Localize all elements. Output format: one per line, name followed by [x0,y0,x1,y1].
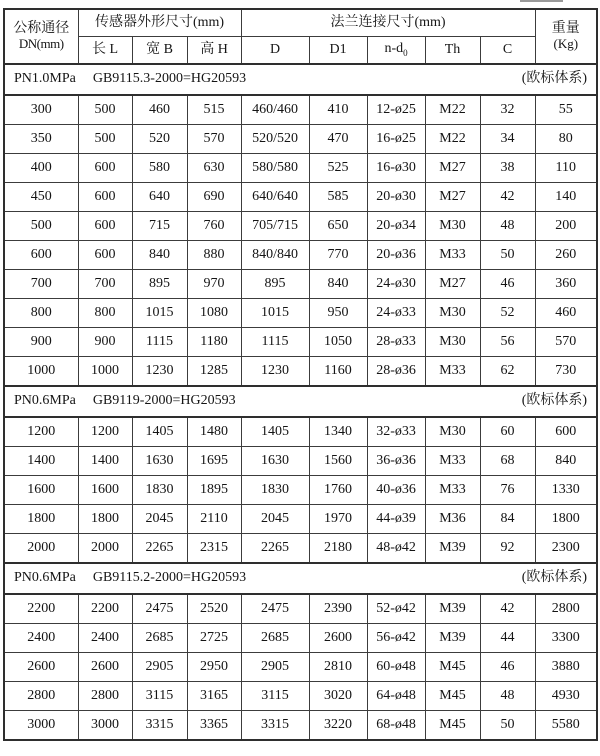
pressure-rating-label: PN0.6MPa [14,570,76,586]
cell-kg: 200 [535,212,597,241]
cell-d1: 585 [309,183,367,212]
standard-system-note: (欧标体系) [521,71,588,87]
cell-b: 2265 [132,534,187,564]
cell-kg: 840 [535,447,597,476]
dimension-spec-table [3,8,598,741]
spec-data-row [4,357,597,387]
cell-d1: 1160 [309,357,367,387]
header-weight-title: 重量 [551,20,580,36]
cell-d1: 950 [309,299,367,328]
cell-l: 800 [78,299,132,328]
header-width-b: 宽 B [132,37,187,65]
cell-th: M45 [425,711,480,741]
cell-n-d0: 20-ø34 [367,212,425,241]
pressure-rating-label: PN0.6MPa [14,393,76,409]
standard-system-note: (欧标体系) [521,393,588,409]
cell-n-d0: 20-ø30 [367,183,425,212]
cell-l: 2200 [78,594,132,624]
cell-c: 52 [480,299,535,328]
cell-l: 900 [78,328,132,357]
cell-n-d0: 36-ø36 [367,447,425,476]
spec-data-row [4,212,597,241]
cell-kg: 110 [535,154,597,183]
page-top-edge-artifact [520,0,563,2]
cell-l: 2800 [78,682,132,711]
cell-n-d0: 52-ø42 [367,594,425,624]
spec-data-row [4,682,597,711]
cell-h: 1080 [187,299,241,328]
cell-h: 570 [187,125,241,154]
cell-h: 1480 [187,417,241,447]
cell-l: 600 [78,183,132,212]
cell-n-d0: 56-ø42 [367,624,425,653]
cell-c: 46 [480,653,535,682]
cell-b: 1230 [132,357,187,387]
spec-data-row [4,624,597,653]
cell-h: 2315 [187,534,241,564]
header-d: D [241,37,309,65]
cell-l: 3000 [78,711,132,741]
cell-th: M33 [425,476,480,505]
cell-l: 1800 [78,505,132,534]
cell-dn: 2200 [4,594,78,624]
header-n-d0-subscript: 0 [403,48,408,59]
cell-h: 970 [187,270,241,299]
cell-h: 2950 [187,653,241,682]
cell-n-d0: 68-ø48 [367,711,425,741]
cell-l: 1200 [78,417,132,447]
cell-h: 880 [187,241,241,270]
cell-d: 2905 [241,653,309,682]
header-height-h: 高 H [187,37,241,65]
cell-h: 2520 [187,594,241,624]
cell-n-d0: 12-ø25 [367,95,425,125]
cell-d: 1405 [241,417,309,447]
cell-h: 1180 [187,328,241,357]
cell-th: M45 [425,653,480,682]
cell-n-d0: 32-ø33 [367,417,425,447]
cell-b: 580 [132,154,187,183]
cell-c: 42 [480,594,535,624]
standard-code-label: GB9115.2-2000=HG20593 [92,570,247,586]
cell-d: 640/640 [241,183,309,212]
cell-c: 44 [480,624,535,653]
cell-kg: 1330 [535,476,597,505]
cell-n-d0: 16-ø30 [367,154,425,183]
cell-d1: 2180 [309,534,367,564]
spec-data-row [4,653,597,682]
cell-th: M30 [425,417,480,447]
cell-n-d0: 16-ø25 [367,125,425,154]
cell-d1: 1760 [309,476,367,505]
cell-th: M33 [425,447,480,476]
cell-dn: 300 [4,95,78,125]
cell-l: 700 [78,270,132,299]
cell-dn: 400 [4,154,78,183]
cell-b: 2045 [132,505,187,534]
cell-dn: 450 [4,183,78,212]
cell-dn: 2600 [4,653,78,682]
cell-kg: 3880 [535,653,597,682]
cell-n-d0: 60-ø48 [367,653,425,682]
cell-d1: 1560 [309,447,367,476]
cell-d1: 470 [309,125,367,154]
cell-dn: 700 [4,270,78,299]
cell-d1: 1970 [309,505,367,534]
section-header-row [4,386,597,417]
header-nominal-diameter [4,9,78,64]
spec-data-row [4,447,597,476]
cell-n-d0: 44-ø39 [367,505,425,534]
spec-data-row [4,328,597,357]
cell-th: M27 [425,183,480,212]
cell-d1: 410 [309,95,367,125]
cell-c: 48 [480,212,535,241]
cell-th: M33 [425,241,480,270]
cell-b: 3315 [132,711,187,741]
cell-b: 2475 [132,594,187,624]
cell-dn: 3000 [4,711,78,741]
cell-b: 840 [132,241,187,270]
cell-c: 92 [480,534,535,564]
cell-kg: 3300 [535,624,597,653]
cell-l: 600 [78,154,132,183]
cell-th: M30 [425,212,480,241]
cell-d1: 525 [309,154,367,183]
header-nominal-diameter-unit: DN(mm) [18,36,64,52]
section-header-row [4,64,597,95]
cell-d1: 2600 [309,624,367,653]
spec-data-row [4,125,597,154]
cell-dn: 1200 [4,417,78,447]
cell-dn: 1800 [4,505,78,534]
cell-d: 1115 [241,328,309,357]
header-n-d0-base: n-d [384,41,404,57]
cell-d: 1630 [241,447,309,476]
cell-kg: 5580 [535,711,597,741]
cell-n-d0: 40-ø36 [367,476,425,505]
cell-th: M27 [425,154,480,183]
section-header-cell [4,386,597,417]
spec-data-row [4,534,597,564]
cell-h: 1695 [187,447,241,476]
cell-d: 2475 [241,594,309,624]
cell-l: 1600 [78,476,132,505]
cell-kg: 600 [535,417,597,447]
cell-l: 500 [78,125,132,154]
cell-c: 42 [480,183,535,212]
cell-d: 580/580 [241,154,309,183]
cell-d: 460/460 [241,95,309,125]
cell-c: 48 [480,682,535,711]
cell-l: 1400 [78,447,132,476]
cell-th: M39 [425,624,480,653]
cell-kg: 260 [535,241,597,270]
cell-d: 3315 [241,711,309,741]
cell-kg: 55 [535,95,597,125]
cell-d1: 840 [309,270,367,299]
cell-kg: 730 [535,357,597,387]
cell-th: M39 [425,534,480,564]
cell-n-d0: 64-ø48 [367,682,425,711]
cell-b: 1405 [132,417,187,447]
cell-dn: 350 [4,125,78,154]
header-weight-unit: (Kg) [553,36,579,52]
cell-h: 1285 [187,357,241,387]
section-header-cell [4,64,597,95]
pressure-rating-label: PN1.0MPa [14,71,76,87]
cell-b: 460 [132,95,187,125]
cell-c: 50 [480,711,535,741]
cell-dn: 500 [4,212,78,241]
header-sensor-dimensions-group: 传感器外形尺寸(mm) [78,9,241,37]
cell-kg: 1800 [535,505,597,534]
cell-b: 715 [132,212,187,241]
cell-d1: 2810 [309,653,367,682]
standard-code-label: GB9115.3-2000=HG20593 [92,71,247,87]
cell-th: M22 [425,125,480,154]
cell-c: 62 [480,357,535,387]
cell-b: 3115 [132,682,187,711]
cell-b: 640 [132,183,187,212]
cell-dn: 1400 [4,447,78,476]
cell-kg: 2300 [535,534,597,564]
cell-dn: 2800 [4,682,78,711]
cell-n-d0: 28-ø33 [367,328,425,357]
spec-data-row [4,95,597,125]
cell-b: 1015 [132,299,187,328]
cell-c: 56 [480,328,535,357]
cell-d1: 3220 [309,711,367,741]
cell-b: 520 [132,125,187,154]
cell-b: 1630 [132,447,187,476]
header-length-l: 长 L [78,37,132,65]
cell-d1: 3020 [309,682,367,711]
cell-l: 1000 [78,357,132,387]
cell-d: 1830 [241,476,309,505]
cell-dn: 2400 [4,624,78,653]
cell-h: 630 [187,154,241,183]
cell-n-d0: 48-ø42 [367,534,425,564]
cell-d: 2265 [241,534,309,564]
cell-kg: 2800 [535,594,597,624]
header-weight [535,9,597,64]
cell-c: 46 [480,270,535,299]
section-header-row [4,563,597,594]
cell-h: 2110 [187,505,241,534]
cell-kg: 140 [535,183,597,212]
cell-kg: 570 [535,328,597,357]
cell-n-d0: 24-ø30 [367,270,425,299]
standard-code-label: GB9119-2000=HG20593 [92,393,236,409]
cell-dn: 2000 [4,534,78,564]
header-d1: D1 [309,37,367,65]
cell-kg: 460 [535,299,597,328]
cell-h: 515 [187,95,241,125]
cell-h: 2725 [187,624,241,653]
spec-data-row [4,476,597,505]
spec-data-row [4,505,597,534]
header-nominal-diameter-title: 公称通径 [13,20,70,36]
cell-d1: 1340 [309,417,367,447]
cell-th: M45 [425,682,480,711]
spec-data-row [4,417,597,447]
cell-c: 32 [480,95,535,125]
cell-n-d0: 20-ø36 [367,241,425,270]
cell-th: M22 [425,95,480,125]
cell-d: 895 [241,270,309,299]
cell-th: M39 [425,594,480,624]
spec-data-row [4,299,597,328]
cell-c: 50 [480,241,535,270]
cell-n-d0: 24-ø33 [367,299,425,328]
spec-data-row [4,594,597,624]
spec-data-row [4,183,597,212]
cell-c: 34 [480,125,535,154]
cell-kg: 360 [535,270,597,299]
header-n-d0 [367,37,425,65]
cell-h: 690 [187,183,241,212]
cell-h: 760 [187,212,241,241]
cell-d1: 770 [309,241,367,270]
cell-d: 840/840 [241,241,309,270]
cell-d: 705/715 [241,212,309,241]
cell-th: M30 [425,328,480,357]
cell-b: 2685 [132,624,187,653]
cell-th: M36 [425,505,480,534]
section-header-cell [4,563,597,594]
cell-b: 1830 [132,476,187,505]
spec-data-row [4,270,597,299]
cell-th: M27 [425,270,480,299]
cell-b: 2905 [132,653,187,682]
cell-dn: 600 [4,241,78,270]
cell-c: 60 [480,417,535,447]
cell-c: 38 [480,154,535,183]
cell-c: 76 [480,476,535,505]
cell-d1: 650 [309,212,367,241]
cell-b: 895 [132,270,187,299]
cell-c: 68 [480,447,535,476]
cell-d: 1230 [241,357,309,387]
cell-dn: 1600 [4,476,78,505]
cell-h: 1895 [187,476,241,505]
cell-kg: 80 [535,125,597,154]
cell-h: 3165 [187,682,241,711]
cell-kg: 4930 [535,682,597,711]
cell-d1: 1050 [309,328,367,357]
spec-data-row [4,154,597,183]
cell-th: M30 [425,299,480,328]
cell-d: 3115 [241,682,309,711]
cell-dn: 1000 [4,357,78,387]
cell-l: 2600 [78,653,132,682]
cell-l: 2000 [78,534,132,564]
cell-l: 600 [78,212,132,241]
cell-dn: 900 [4,328,78,357]
cell-d: 1015 [241,299,309,328]
cell-l: 500 [78,95,132,125]
cell-c: 84 [480,505,535,534]
cell-h: 3365 [187,711,241,741]
header-flange-connection-group: 法兰连接尺寸(mm) [241,9,535,37]
cell-dn: 800 [4,299,78,328]
cell-b: 1115 [132,328,187,357]
cell-l: 2400 [78,624,132,653]
cell-l: 600 [78,241,132,270]
spec-data-row [4,711,597,741]
table-body [4,64,597,740]
cell-th: M33 [425,357,480,387]
cell-n-d0: 28-ø36 [367,357,425,387]
cell-d1: 2390 [309,594,367,624]
spec-data-row [4,241,597,270]
cell-d: 520/520 [241,125,309,154]
cell-d: 2685 [241,624,309,653]
standard-system-note: (欧标体系) [521,570,588,586]
cell-d: 2045 [241,505,309,534]
table-header [4,9,597,64]
header-c: C [480,37,535,65]
header-th: Th [425,37,480,65]
